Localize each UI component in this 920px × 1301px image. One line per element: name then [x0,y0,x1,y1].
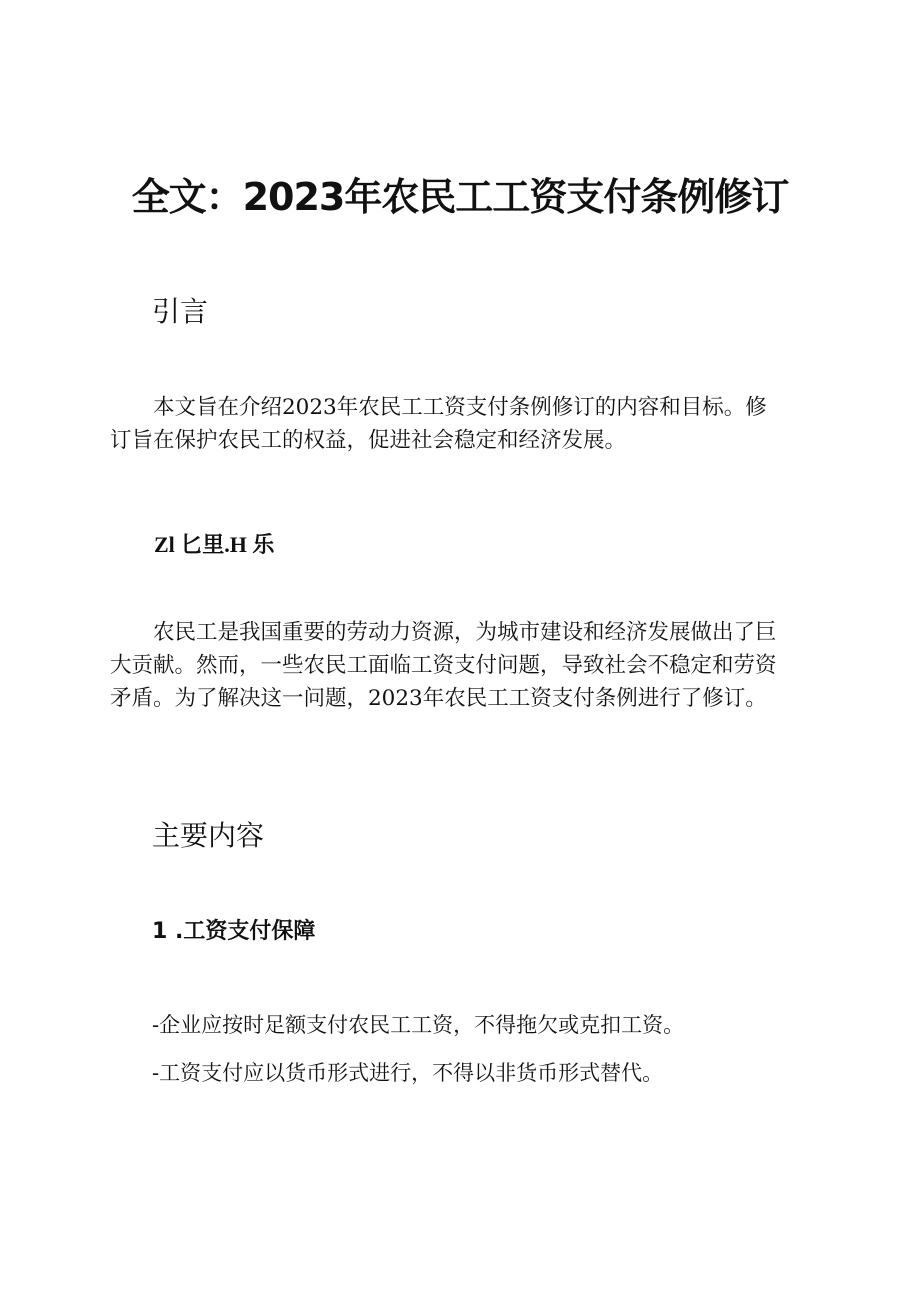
section-heading-main: 主要内容 [152,819,265,852]
background-line-1: 农民工是我国重要的劳动力资源，为城市建设和经济发展做出了巨 [153,620,777,645]
section-heading-background: Zl 匕里.H 乐 [154,532,275,557]
background-line-3: 矛盾。为了解决这一问题，2023年农民工工资支付条例进行了修订。 [110,686,767,711]
bullet-item-2: -工资支付应以货币形式进行，不得以非货币形式替代。 [152,1061,664,1085]
document-title: 全文：2023年农民工工资支付条例修订 [131,175,789,219]
intro-paragraph [110,391,820,457]
background-line-2: 大贡献。然而，一些农民工面临工资支付问题，导致社会不稳定和劳资 [110,653,777,678]
subsection-heading-1: 1 .工资支付保障 [152,919,316,944]
section-heading-intro: 引言 [152,295,209,328]
intro-line-1: 本文旨在介绍2023年农民工工资支付条例修订的内容和目标。修 [153,395,767,420]
background-paragraph [110,616,820,715]
bullet-item-1: -企业应按时足额支付农民工工资，不得拖欠或克扣工资。 [152,1013,685,1037]
intro-line-2: 订旨在保护农民工的权益，促进社会稳定和经济发展。 [110,428,627,453]
